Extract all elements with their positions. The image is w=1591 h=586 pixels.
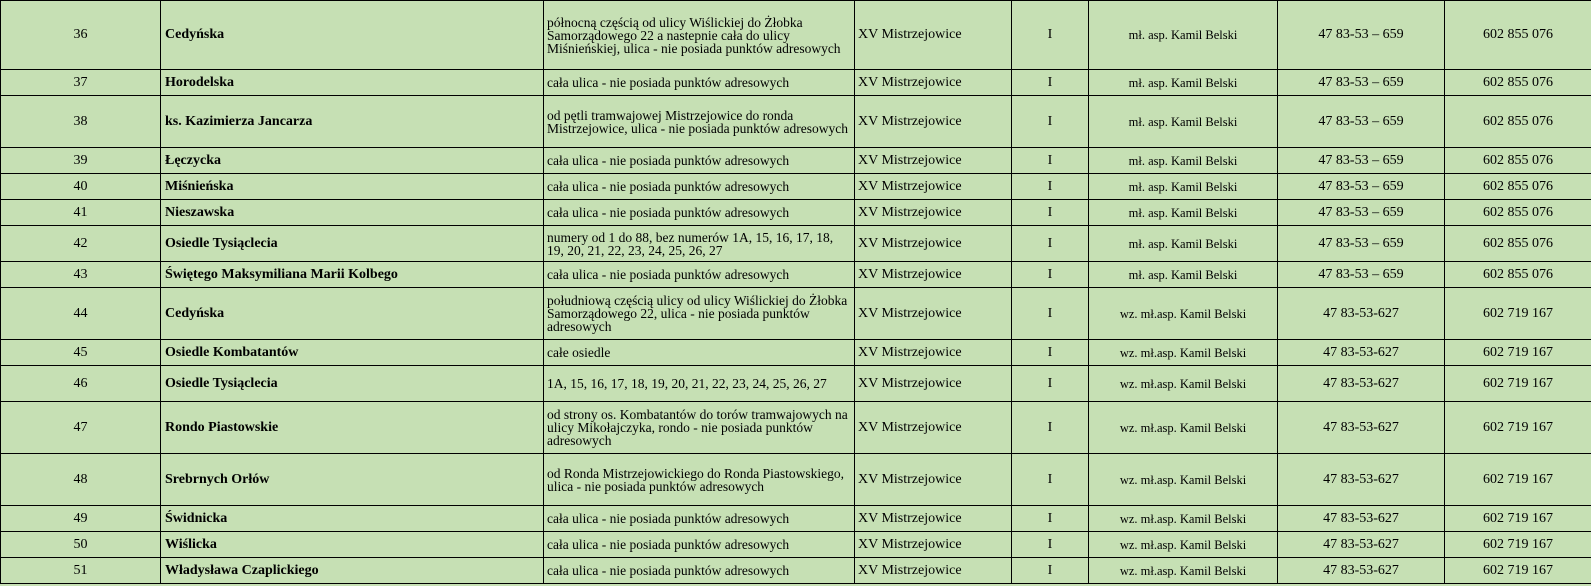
officer-name: mł. asp. Kamil Belski xyxy=(1089,148,1278,174)
street-name: Świętego Maksymiliana Marii Kolbego xyxy=(161,262,544,288)
phone-mobile: 602 855 076 xyxy=(1445,200,1591,226)
row-number: 44 xyxy=(1,288,161,340)
street-name: ks. Kazimierza Jancarza xyxy=(161,96,544,148)
table-row xyxy=(1,558,1591,584)
street-description: 1A, 15, 16, 17, 18, 19, 20, 21, 22, 23, 24, 25, 26, 27 xyxy=(544,366,855,402)
street-description: cała ulica - nie posiada punktów adresowych xyxy=(544,558,855,584)
street-description: cała ulica - nie posiada punktów adresowych xyxy=(544,174,855,200)
phone-mobile: 602 855 076 xyxy=(1445,1,1591,70)
officer-name: mł. asp. Kamil Belski xyxy=(1089,262,1278,288)
street-name: Łęczycka xyxy=(161,148,544,174)
row-number: 42 xyxy=(1,226,161,262)
table-row xyxy=(1,532,1591,558)
district-name: XV Mistrzejowice xyxy=(855,402,1012,454)
phone-landline: 47 83-53-627 xyxy=(1278,454,1445,506)
sector-number: I xyxy=(1012,174,1089,200)
table-row xyxy=(1,262,1591,288)
row-number: 38 xyxy=(1,96,161,148)
street-name: Władysława Czaplickiego xyxy=(161,558,544,584)
row-number: 45 xyxy=(1,340,161,366)
row-number: 51 xyxy=(1,558,161,584)
table-row xyxy=(1,70,1591,96)
sector-number: I xyxy=(1012,96,1089,148)
sector-number: I xyxy=(1012,226,1089,262)
phone-landline: 47 83-53 – 659 xyxy=(1278,148,1445,174)
sector-number: I xyxy=(1012,200,1089,226)
street-description: numery od 1 do 88, bez numerów 1A, 15, 16, 17, 18, 19, 20, 21, 22, 23, 24, 25, 26, 27 xyxy=(544,226,855,262)
sector-number: I xyxy=(1012,1,1089,70)
table-row xyxy=(1,174,1591,200)
street-name: Świdnicka xyxy=(161,506,544,532)
officer-name: mł. asp. Kamil Belski xyxy=(1089,200,1278,226)
street-name: Osiedle Kombatantów xyxy=(161,340,544,366)
sector-number: I xyxy=(1012,402,1089,454)
street-description: od Ronda Mistrzejowickiego do Ronda Piastowskiego, ulica - nie posiada punktów adresowych xyxy=(544,454,855,506)
phone-mobile: 602 719 167 xyxy=(1445,402,1591,454)
street-description: od pętli tramwajowej Mistrzejowice do ronda Mistrzejowice, ulica - nie posiada punktów adresowych xyxy=(544,96,855,148)
street-description: cała ulica - nie posiada punktów adresowych xyxy=(544,148,855,174)
phone-mobile: 602 855 076 xyxy=(1445,148,1591,174)
phone-landline: 47 83-53-627 xyxy=(1278,558,1445,584)
table-row xyxy=(1,402,1591,454)
street-description: cała ulica - nie posiada punktów adresowych xyxy=(544,70,855,96)
phone-landline: 47 83-53-627 xyxy=(1278,402,1445,454)
table-row xyxy=(1,366,1591,402)
phone-landline: 47 83-53 – 659 xyxy=(1278,174,1445,200)
row-number: 50 xyxy=(1,532,161,558)
phone-landline: 47 83-53 – 659 xyxy=(1278,200,1445,226)
row-number: 40 xyxy=(1,174,161,200)
table-row xyxy=(1,96,1591,148)
street-name: Wiślicka xyxy=(161,532,544,558)
phone-mobile: 602 719 167 xyxy=(1445,506,1591,532)
phone-mobile: 602 855 076 xyxy=(1445,96,1591,148)
street-name: Cedyńska xyxy=(161,1,544,70)
row-number: 47 xyxy=(1,402,161,454)
sector-number: I xyxy=(1012,558,1089,584)
phone-landline: 47 83-53-627 xyxy=(1278,532,1445,558)
district-name: XV Mistrzejowice xyxy=(855,288,1012,340)
officer-name: wz. mł.asp. Kamil Belski xyxy=(1089,288,1278,340)
phone-mobile: 602 855 076 xyxy=(1445,174,1591,200)
phone-landline: 47 83-53 – 659 xyxy=(1278,70,1445,96)
officer-name: mł. asp. Kamil Belski xyxy=(1089,96,1278,148)
sector-number: I xyxy=(1012,506,1089,532)
phone-mobile: 602 855 076 xyxy=(1445,262,1591,288)
phone-mobile: 602 855 076 xyxy=(1445,70,1591,96)
officer-name: wz. mł.asp. Kamil Belski xyxy=(1089,454,1278,506)
street-description: całe osiedle xyxy=(544,340,855,366)
street-name: Cedyńska xyxy=(161,288,544,340)
phone-landline: 47 83-53-627 xyxy=(1278,288,1445,340)
street-name: Srebrnych Orłów xyxy=(161,454,544,506)
officer-name: wz. mł.asp. Kamil Belski xyxy=(1089,402,1278,454)
district-name: XV Mistrzejowice xyxy=(855,174,1012,200)
table-row xyxy=(1,226,1591,262)
phone-landline: 47 83-53 – 659 xyxy=(1278,262,1445,288)
street-description: południową częścią ulicy od ulicy Wiślickiej do Żłobka Samorządowego 22, ulica - nie posiada punktów adresowych xyxy=(544,288,855,340)
phone-landline: 47 83-53 – 659 xyxy=(1278,226,1445,262)
street-description: cała ulica - nie posiada punktów adresowych xyxy=(544,200,855,226)
sector-number: I xyxy=(1012,288,1089,340)
district-name: XV Mistrzejowice xyxy=(855,454,1012,506)
phone-landline: 47 83-53 – 659 xyxy=(1278,96,1445,148)
district-name: XV Mistrzejowice xyxy=(855,96,1012,148)
row-number: 49 xyxy=(1,506,161,532)
district-name: XV Mistrzejowice xyxy=(855,70,1012,96)
phone-mobile: 602 719 167 xyxy=(1445,340,1591,366)
officer-name: wz. mł.asp. Kamil Belski xyxy=(1089,340,1278,366)
phone-mobile: 602 719 167 xyxy=(1445,532,1591,558)
row-number: 39 xyxy=(1,148,161,174)
district-name: XV Mistrzejowice xyxy=(855,148,1012,174)
sector-number: I xyxy=(1012,454,1089,506)
table-row xyxy=(1,148,1591,174)
row-number: 37 xyxy=(1,70,161,96)
table-row xyxy=(1,288,1591,340)
sector-number: I xyxy=(1012,532,1089,558)
district-name: XV Mistrzejowice xyxy=(855,1,1012,70)
street-description: północną częścią od ulicy Wiślickiej do Żłobka Samorządowego 22 a nastepnie cała do ulicy Miśnieńskiej, ulica - nie posiada punktów adresowych xyxy=(544,1,855,70)
phone-mobile: 602 719 167 xyxy=(1445,366,1591,402)
sector-number: I xyxy=(1012,262,1089,288)
officer-name: mł. asp. Kamil Belski xyxy=(1089,226,1278,262)
district-name: XV Mistrzejowice xyxy=(855,226,1012,262)
table-row xyxy=(1,340,1591,366)
officer-name: wz. mł.asp. Kamil Belski xyxy=(1089,366,1278,402)
street-name: Osiedle Tysiąclecia xyxy=(161,366,544,402)
street-name: Horodelska xyxy=(161,70,544,96)
phone-mobile: 602 855 076 xyxy=(1445,226,1591,262)
officer-name: mł. asp. Kamil Belski xyxy=(1089,70,1278,96)
district-name: XV Mistrzejowice xyxy=(855,506,1012,532)
phone-landline: 47 83-53 – 659 xyxy=(1278,1,1445,70)
row-number: 46 xyxy=(1,366,161,402)
row-number: 41 xyxy=(1,200,161,226)
sector-number: I xyxy=(1012,340,1089,366)
phone-landline: 47 83-53-627 xyxy=(1278,506,1445,532)
phone-mobile: 602 719 167 xyxy=(1445,558,1591,584)
sector-number: I xyxy=(1012,70,1089,96)
district-name: XV Mistrzejowice xyxy=(855,366,1012,402)
row-number: 36 xyxy=(1,1,161,70)
row-number: 48 xyxy=(1,454,161,506)
street-name: Osiedle Tysiąclecia xyxy=(161,226,544,262)
phone-mobile: 602 719 167 xyxy=(1445,454,1591,506)
table-row xyxy=(1,1,1591,70)
sector-number: I xyxy=(1012,148,1089,174)
table-row xyxy=(1,454,1591,506)
phone-landline: 47 83-53-627 xyxy=(1278,340,1445,366)
district-name: XV Mistrzejowice xyxy=(855,262,1012,288)
row-number: 43 xyxy=(1,262,161,288)
street-name: Nieszawska xyxy=(161,200,544,226)
district-name: XV Mistrzejowice xyxy=(855,340,1012,366)
street-description: cała ulica - nie posiada punktów adresowych xyxy=(544,262,855,288)
phone-mobile: 602 719 167 xyxy=(1445,288,1591,340)
street-description: cała ulica - nie posiada punktów adresowych xyxy=(544,532,855,558)
table-row xyxy=(1,506,1591,532)
table-row xyxy=(1,200,1591,226)
officer-name: mł. asp. Kamil Belski xyxy=(1089,1,1278,70)
street-description: cała ulica - nie posiada punktów adresowych xyxy=(544,506,855,532)
sector-number: I xyxy=(1012,366,1089,402)
officer-name: wz. mł.asp. Kamil Belski xyxy=(1089,532,1278,558)
district-name: XV Mistrzejowice xyxy=(855,558,1012,584)
officer-name: mł. asp. Kamil Belski xyxy=(1089,174,1278,200)
district-name: XV Mistrzejowice xyxy=(855,200,1012,226)
street-name: Rondo Piastowskie xyxy=(161,402,544,454)
officer-name: wz. mł.asp. Kamil Belski xyxy=(1089,506,1278,532)
street-name: Miśnieńska xyxy=(161,174,544,200)
phone-landline: 47 83-53-627 xyxy=(1278,366,1445,402)
officer-name: wz. mł.asp. Kamil Belski xyxy=(1089,558,1278,584)
district-name: XV Mistrzejowice xyxy=(855,532,1012,558)
street-description: od strony os. Kombatantów do torów tramwajowych na ulicy Mikołajczyka, rondo - nie posiada punktów adresowych xyxy=(544,402,855,454)
